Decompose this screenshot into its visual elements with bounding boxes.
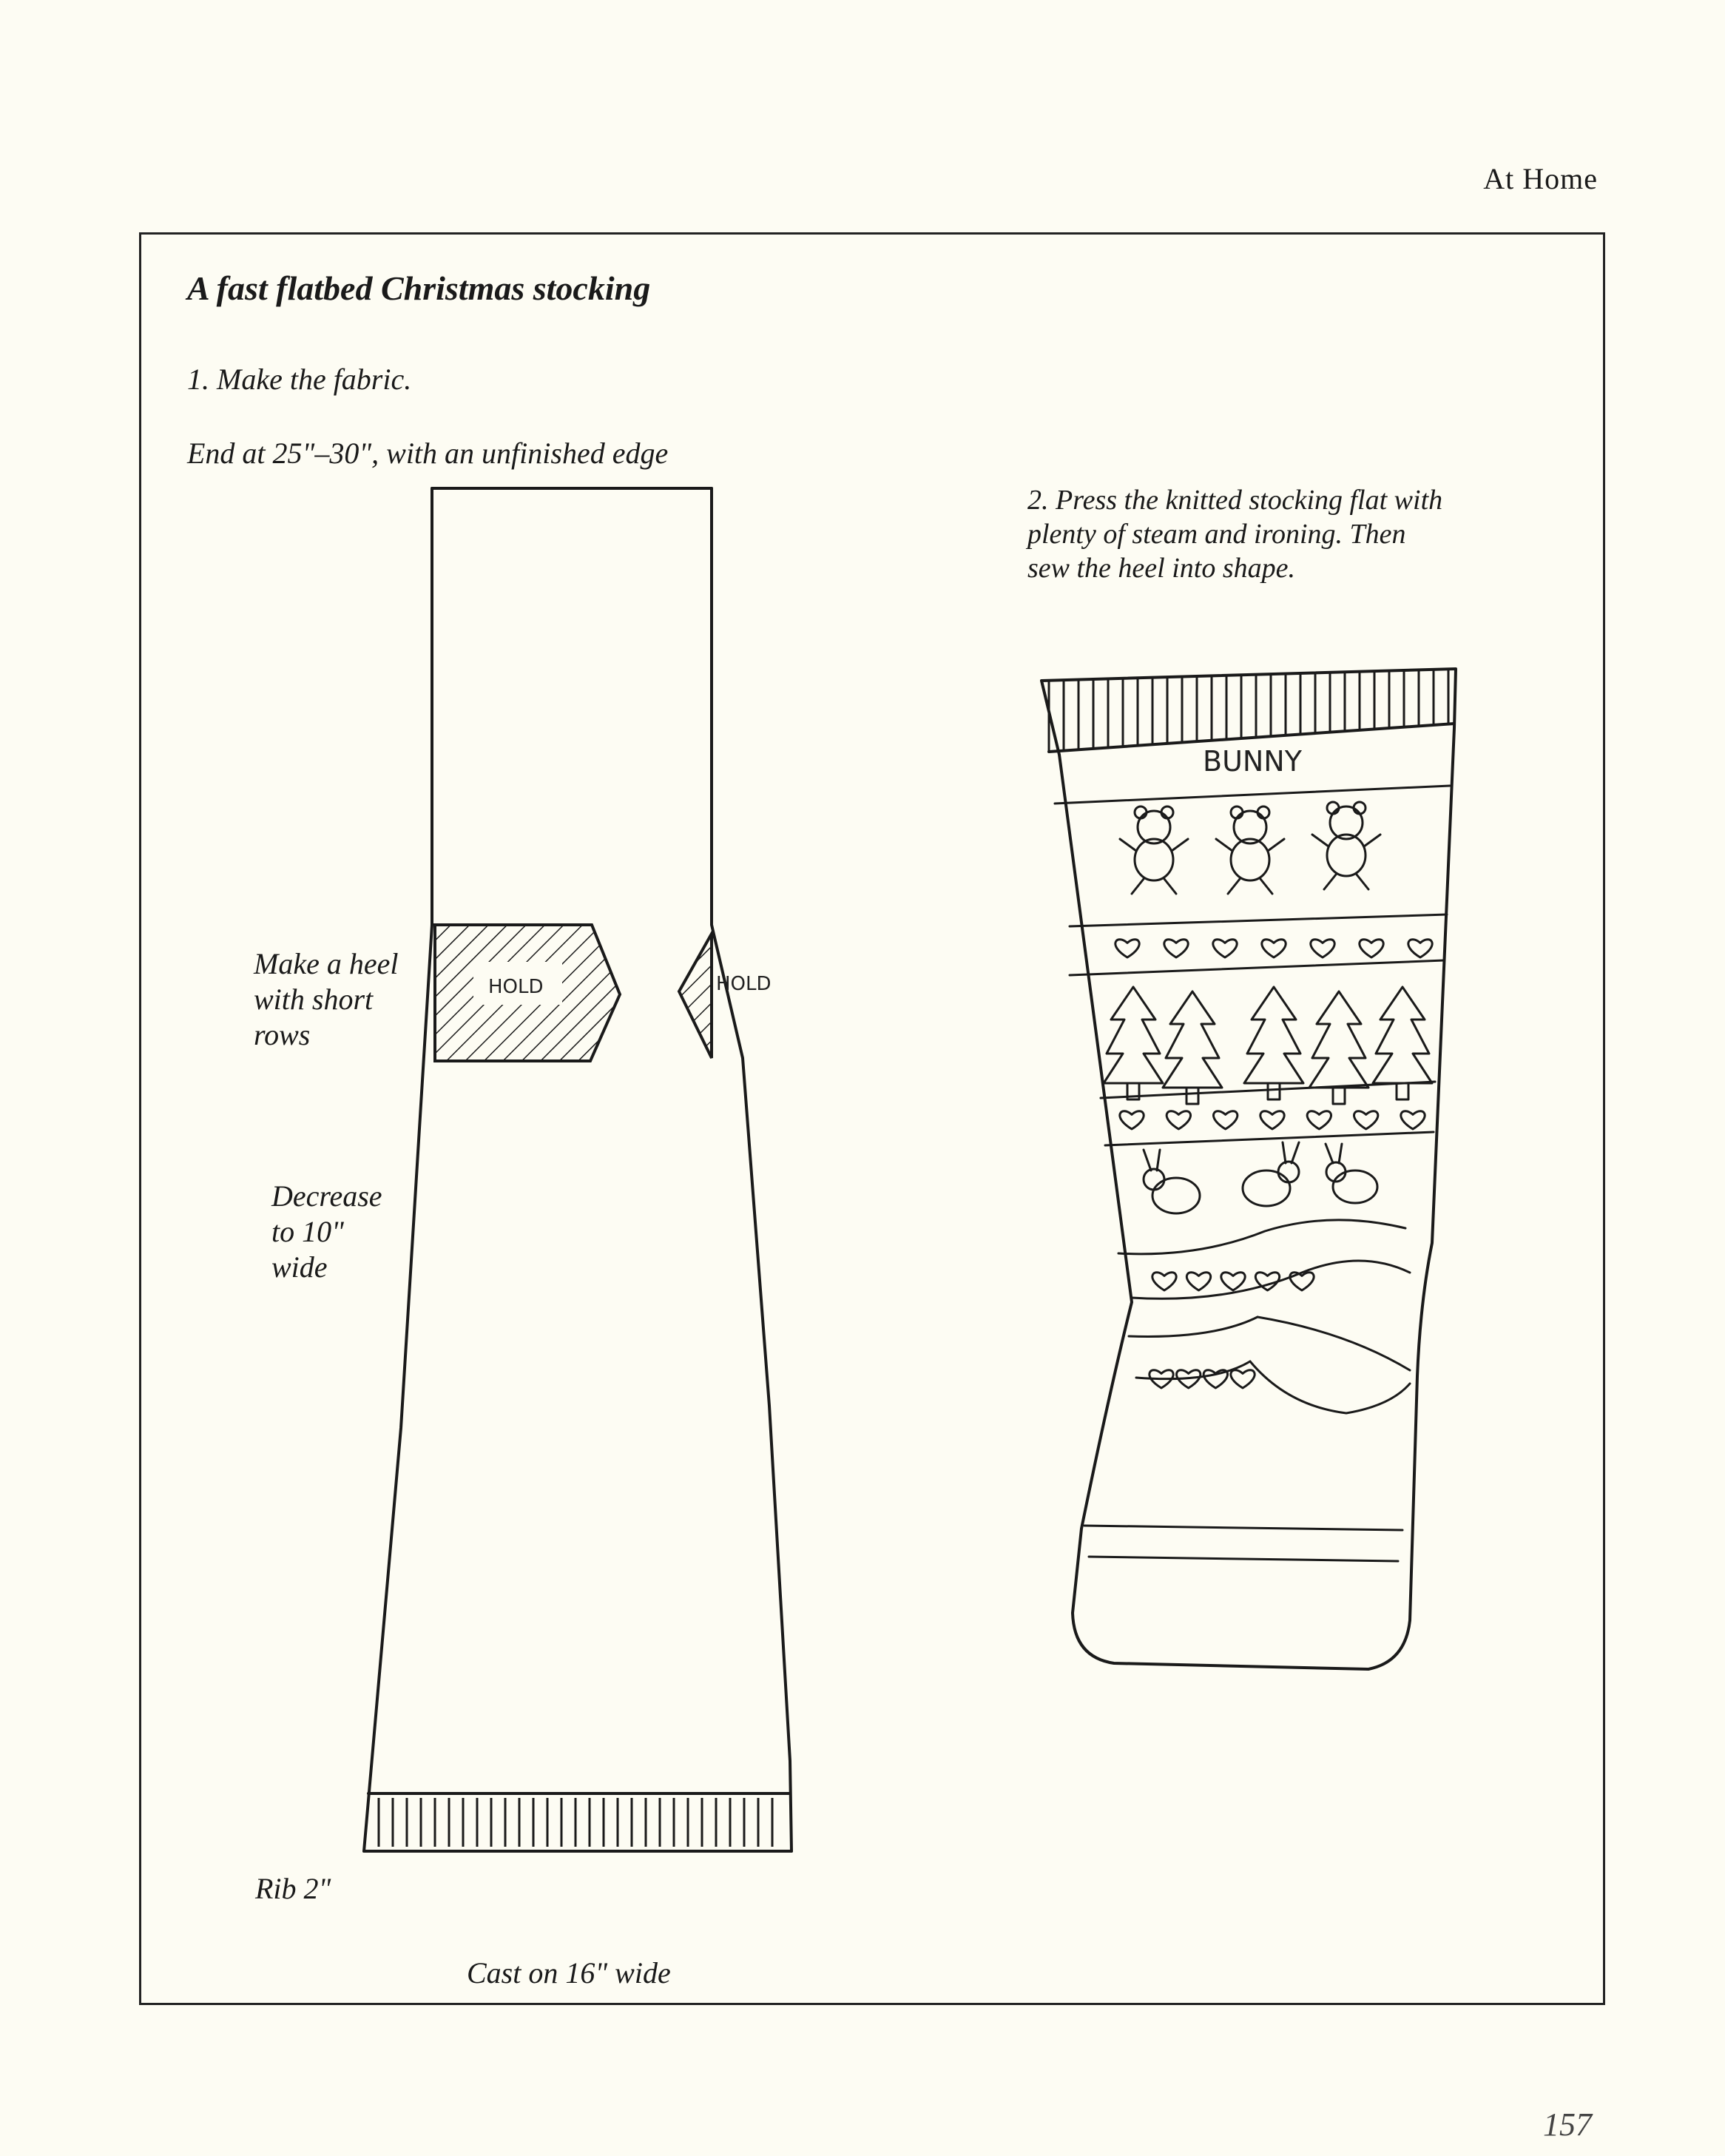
heart-icon xyxy=(1262,940,1286,957)
bunny-icon xyxy=(1144,1150,1200,1213)
heart-icon xyxy=(1231,1370,1255,1388)
stocking-drawing xyxy=(1042,669,1456,1669)
heart-icon xyxy=(1360,940,1383,957)
bunny-icon xyxy=(1326,1144,1377,1203)
heel-right-hatch xyxy=(679,934,772,1058)
heel-left-hatch xyxy=(435,925,620,1061)
cast-on-note: Cast on 16" wide xyxy=(467,1956,671,1990)
heart-icon xyxy=(1120,1111,1144,1129)
heart-icon xyxy=(1311,940,1334,957)
heart-row xyxy=(1152,1273,1314,1290)
tree-icon xyxy=(1244,987,1303,1099)
heart-icon xyxy=(1213,940,1237,957)
heart-icon xyxy=(1152,1273,1176,1290)
rib-note: Rib 2" xyxy=(255,1872,331,1905)
heart-icon xyxy=(1401,1111,1425,1129)
running-head: At Home xyxy=(1483,162,1598,195)
teddy-bear-icon xyxy=(1120,806,1188,894)
tree-icon xyxy=(1309,991,1368,1104)
figure-title: A fast flatbed Christmas stocking xyxy=(187,269,651,307)
hold-right-label: HOLD xyxy=(716,973,772,995)
heart-icon xyxy=(1408,940,1432,957)
page-number: 157 xyxy=(1543,2106,1592,2143)
end-note: End at 25"–30", with an unfinished edge xyxy=(187,437,669,470)
heart-icon xyxy=(1186,1273,1210,1290)
stocking-name: BUNNY xyxy=(1203,745,1302,778)
step2-label: 2. Press the knitted stocking flat with plenty of steam and ironing. Then sew the heel into shape. xyxy=(1027,485,1443,584)
heart-row xyxy=(1120,1111,1425,1129)
heart-icon xyxy=(1167,1111,1190,1129)
tree-row xyxy=(1104,987,1432,1104)
heart-icon xyxy=(1164,940,1188,957)
heart-icon xyxy=(1307,1111,1331,1129)
rib-ticks xyxy=(379,1798,772,1847)
flat-fabric-drawing xyxy=(364,488,791,1851)
teddy-bear-row xyxy=(1120,802,1380,894)
heart-icon xyxy=(1354,1111,1378,1129)
heel-note: Make a heel with short rows xyxy=(254,947,399,1051)
heart-icon xyxy=(1221,1273,1245,1290)
heart-icon xyxy=(1115,940,1139,957)
tree-icon xyxy=(1104,987,1163,1099)
teddy-bear-icon xyxy=(1312,802,1380,889)
tree-icon xyxy=(1373,987,1432,1099)
heart-icon xyxy=(1214,1111,1238,1129)
tree-icon xyxy=(1163,991,1222,1104)
bunny-row xyxy=(1144,1142,1377,1213)
heart-icon xyxy=(1260,1111,1284,1129)
bunny-icon xyxy=(1243,1142,1299,1206)
decrease-note: Decrease to 10" wide xyxy=(271,1179,382,1284)
heart-row xyxy=(1115,940,1432,957)
teddy-bear-icon xyxy=(1216,806,1284,894)
step1-label: 1. Make the fabric. xyxy=(187,363,412,396)
hold-left-label: HOLD xyxy=(488,976,544,998)
